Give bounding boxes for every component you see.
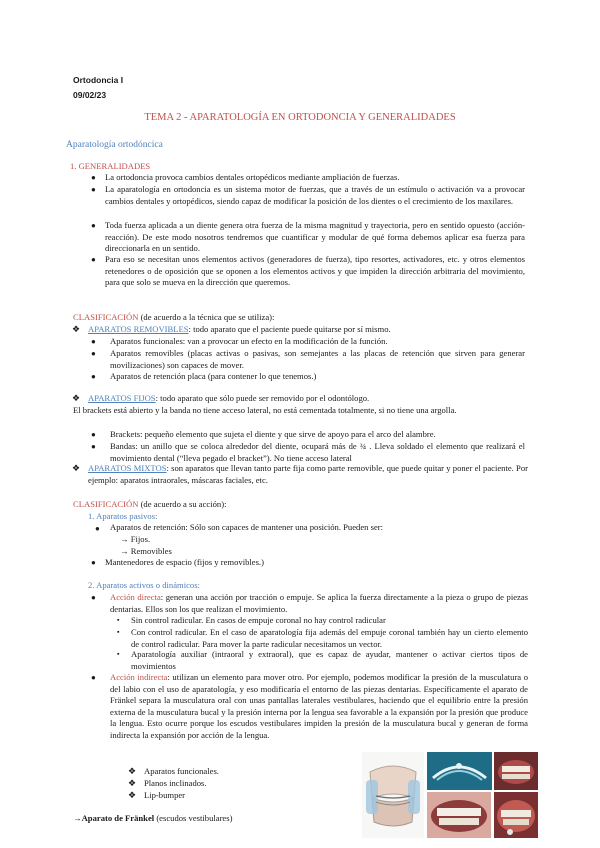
section-heading-generalidades: 1. GENERALIDADES: [70, 161, 151, 171]
section-subtitle: Aparatología ortodóncica: [66, 140, 163, 150]
bullet-icon: ●: [91, 255, 96, 264]
fijos-definition: APARATOS FIJOS: todo aparato que sólo puede ser removido por el odontólogo.: [88, 393, 370, 403]
list-item: Toda fuerza aplicada a un diente genera otra fuerza de la misma magnitud y trayectoria, pero en sentido opuesto (acción- reacción). De este modo nosotros tendremos que cuantificar y modular de qué forma debemos aplicar esa fuerza para direccionarla en un sentido.: [105, 220, 525, 254]
classification-heading-technique: CLASIFICACIÓN (de acuerdo a la técnica que se utiliza):: [73, 312, 275, 322]
removibles-definition: APARATOS REMOVIBLES: todo aparato que el paciente puede quitarse por sí mismo.: [88, 324, 391, 334]
bullet-icon: ▪: [117, 650, 120, 658]
mouth-photo-2: [427, 792, 491, 838]
bullet-icon: ●: [95, 524, 100, 533]
bullet-icon: ●: [91, 372, 96, 381]
bullet-icon: ●: [91, 185, 96, 194]
classification-heading-action: CLASIFICACIÓN (de acuerdo a su acción):: [73, 499, 227, 509]
list-item: Bandas: un anillo que se coloca alrededor del diente, ocupará más de ¾ . Lleva soldado el elemento que realizará el movimiento dental (“lleva pegado el bracket”). No tiene acceso lateral: [110, 441, 525, 463]
accion-directa: Acción directa: generan una acción por tracción o empuje. Se aplica la fuerza directamente a la pieza o grupo de piezas dentarias. Ellos son los que realizan el movimiento.: [110, 592, 529, 614]
diamond-bullet-icon: ❖: [128, 766, 137, 776]
bullet-icon: ●: [91, 337, 96, 346]
list-item: Para eso se necesitan unos elementos activos (generadores de fuerza), tipo resortes, activadores, etc. y otros elementos retenedores o de oposición que se oponen a los elementos activos y que impiden la dirección arbitraria del movimiento, para que solo se mueva en la dirección que queremos.: [105, 254, 525, 288]
list-item: Sin control radicular. En casos de empuje coronal no hay control radicular: [131, 615, 386, 625]
list-item: Mantenedores de espacio (fijos y removibles.): [105, 557, 264, 567]
list-item: La aparatología en ortodoncia es un sistema motor de fuerzas, que a través de un estímulo o activación va a provocar cambios dentales y ortopédicos, siendo capaz de modificar la posición de los dientes o el crecimiento de los maxilares.: [105, 184, 525, 206]
frankel-appliance-photo: [362, 752, 424, 838]
list-item: La ortodoncia provoca cambios dentales ortopédicos mediante ampliación de fuerzas.: [105, 172, 400, 182]
list-item: Aparatos funcionales.: [144, 766, 219, 776]
mixtos-definition: APARATOS MIXTOS: son aparatos que llevan tanto parte fija como parte removible, que puede quitar y poner el paciente. Por ejemplo: aparatos intraorales, máscaras faciales, etc.: [88, 463, 528, 485]
accion-indirecta: Acción indirecta: utilizan un elemento para mover otro. Por ejemplo, podemos modificar la presión de la musculatura o del labio con el uso de aparatología, y eso modificaría el entorno de las piezas dentarias. Específicamente el aparato de Fränkel separa la musculatura oral con unas pantallas laterales vestibulares, haciendo que el equilibrio entre la presión externa de la musculatura bucal y la presión interna por la lengua sea favorable a la expansión por la presión que produce la lengua. Esto ocurre porque los escudos vestibulares impiden la presión de la musculatura bucal y generan de forma indirecta la expansión por acción de la lengua.: [110, 672, 528, 740]
list-item: Aparatos removibles (placas activas o pasivas, son semejantes a las placas de retención que sirven para generar movilizaciones) son capaces de mover.: [110, 348, 525, 370]
diamond-bullet-icon: ❖: [128, 790, 137, 800]
date: 09/02/23: [73, 90, 107, 100]
list-item: Aparatología auxiliar (intraoral y extraoral), que es capaz de ayudar, mantener o activar ciertos tipos de movimientos: [131, 649, 528, 671]
pasivos-heading: 1. Aparatos pasivos:: [88, 511, 158, 521]
diamond-bullet-icon: ❖: [128, 778, 137, 788]
mouth-photo-3: [494, 792, 538, 838]
bullet-icon: ●: [91, 442, 96, 451]
list-item: Aparatos de retención placa (para contener lo que tenemos.): [110, 371, 317, 381]
list-item: Brackets: pequeño elemento que sujeta el diente y que sirve de apoyo para el arco del alambre.: [110, 429, 436, 439]
frankel-caption: →Aparato de Fränkel (escudos vestibulares): [73, 813, 233, 823]
diamond-bullet-icon: ❖: [72, 393, 81, 403]
diamond-bullet-icon: ❖: [72, 463, 81, 473]
appliance-photo-blue: [427, 752, 492, 790]
list-item: Lip-bumper: [144, 790, 186, 800]
bullet-icon: ●: [91, 558, 96, 567]
bullet-icon: ▪: [117, 616, 120, 624]
activos-heading: 2. Aparatos activos o dinámicos:: [88, 580, 200, 590]
sub-item-removibles: → Removibles: [120, 546, 172, 556]
page-title: TEMA 2 - APARATOLOGÍA EN ORTODONCIA Y GENERALIDADES: [144, 112, 456, 123]
bullet-icon: ●: [91, 593, 96, 602]
list-item: Con control radicular. En el caso de aparatología fija además del empuje coronal también hay un cierto elemento de control radicular. Para mover la parte radicular necesitamos un vector.: [131, 627, 528, 649]
list-item: Aparatos funcionales: van a provocar un efecto en la modificación de la función.: [110, 336, 388, 346]
sub-item-fijos: → Fijos.: [120, 534, 151, 544]
bullet-icon: ▪: [117, 628, 120, 636]
list-item: Aparatos de retención: Sólo son capaces de mantener una posición. Pueden ser:: [110, 522, 384, 532]
bullet-icon: ●: [91, 221, 96, 230]
course-name: Ortodoncia I: [73, 75, 124, 85]
bullet-icon: ●: [91, 673, 96, 682]
mouth-photo-1: [494, 752, 538, 790]
diamond-bullet-icon: ❖: [72, 324, 81, 334]
bullet-icon: ●: [91, 173, 96, 182]
fijos-note: El brackets está abierto y la banda no tiene acceso lateral, no está cementada totalmente, si no tiene una argolla.: [73, 405, 457, 415]
list-item: Planos inclinados.: [144, 778, 207, 788]
bullet-icon: ●: [91, 430, 96, 439]
bullet-icon: ●: [91, 349, 96, 358]
